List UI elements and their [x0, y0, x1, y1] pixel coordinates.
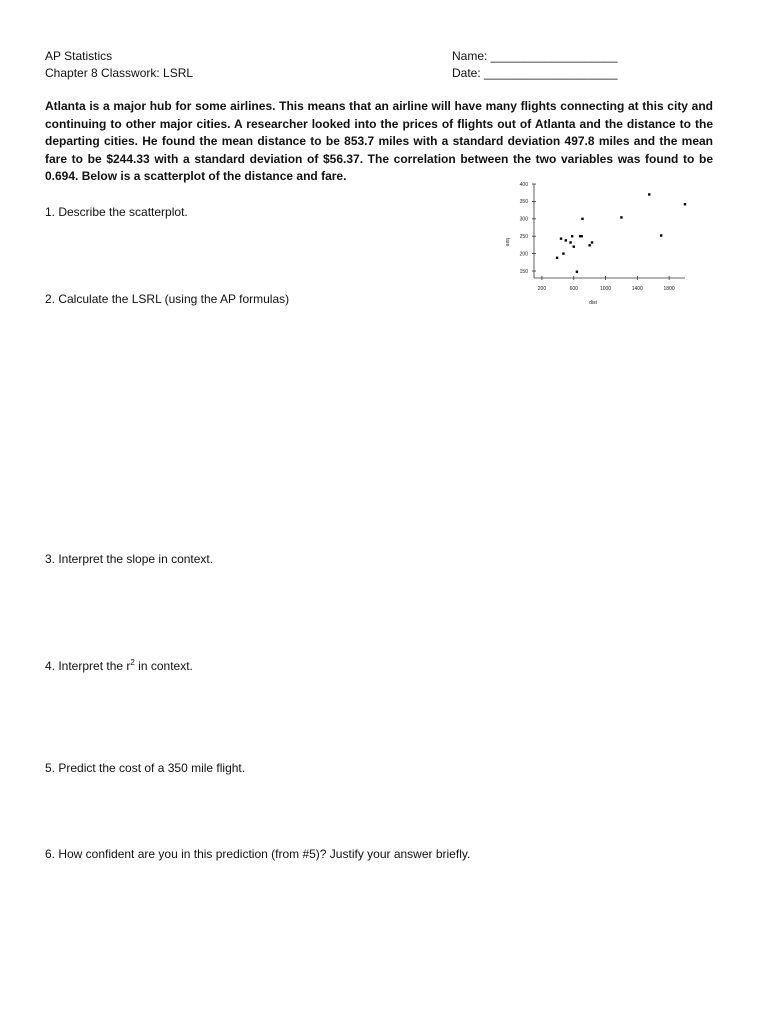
- assignment-title: Chapter 8 Classwork: LSRL: [45, 66, 194, 80]
- x-tick-label: 1400: [631, 286, 643, 292]
- x-tick-label: 600: [569, 286, 578, 292]
- y-tick-label: 300: [519, 216, 528, 223]
- data-point: [591, 241, 593, 243]
- y-tick-label: 200: [519, 251, 528, 258]
- data-point: [648, 193, 650, 195]
- data-point: [560, 237, 562, 239]
- name-field[interactable]: Name: ___________________: [452, 49, 618, 63]
- question-2: 2. Calculate the LSRL (using the AP formulas): [45, 292, 290, 306]
- y-tick-label: 350: [519, 199, 528, 206]
- question-6: 6. How confident are you in this prediction (from #5)? Justify your answer briefly.: [45, 847, 471, 861]
- question-1: 1. Describe the scatterplot.: [45, 205, 188, 219]
- y-axis-title: fare: [504, 237, 510, 247]
- question-4-text: 4. Interpret the r: [45, 659, 131, 673]
- data-point: [556, 257, 558, 259]
- data-point: [569, 241, 571, 243]
- question-4-superscript: 2: [130, 658, 135, 667]
- data-point: [576, 271, 578, 273]
- data-point: [571, 235, 573, 237]
- data-point: [565, 239, 567, 241]
- data-point: [573, 245, 575, 247]
- scatterplot: [498, 178, 688, 310]
- question-3: 3. Interpret the slope in context.: [45, 552, 214, 566]
- x-tick-label: 1800: [663, 286, 675, 292]
- data-point: [684, 203, 686, 205]
- question-4-text-end: in context.: [134, 659, 193, 673]
- problem-intro: Atlanta is a major hub for some airlines. This means that an airline will have many flights connecting at this city and continuing to other major cities. A researcher looked into the prices of flights out of Atlanta and the distance to the departing cities. He found the mean distance to be 853.7 miles with a standard deviation 497.8 miles and the mean fare to be $244.33 with a standard deviation of $56.37. The correlation between the two variables was found to be 0.694. Below is a scatterplot of the distance and fare.: [45, 99, 713, 183]
- data-point: [581, 218, 583, 220]
- data-point: [588, 244, 590, 246]
- question-4: [45, 655, 193, 674]
- x-tick-label: 1000: [599, 286, 612, 292]
- y-tick-label: 250: [519, 234, 528, 241]
- data-point: [562, 252, 564, 254]
- question-5: 5. Predict the cost of a 350 mile flight.: [45, 761, 246, 775]
- date-field[interactable]: Date: ____________________: [452, 66, 618, 80]
- course-title: AP Statistics: [45, 49, 113, 63]
- y-tick-label: 150: [519, 268, 528, 275]
- data-point: [660, 234, 662, 236]
- y-tick-label: 400: [519, 181, 528, 188]
- x-axis-title: dist: [589, 300, 597, 306]
- data-point: [580, 235, 582, 237]
- data-point: [620, 216, 622, 218]
- x-tick-label: 200: [537, 286, 547, 292]
